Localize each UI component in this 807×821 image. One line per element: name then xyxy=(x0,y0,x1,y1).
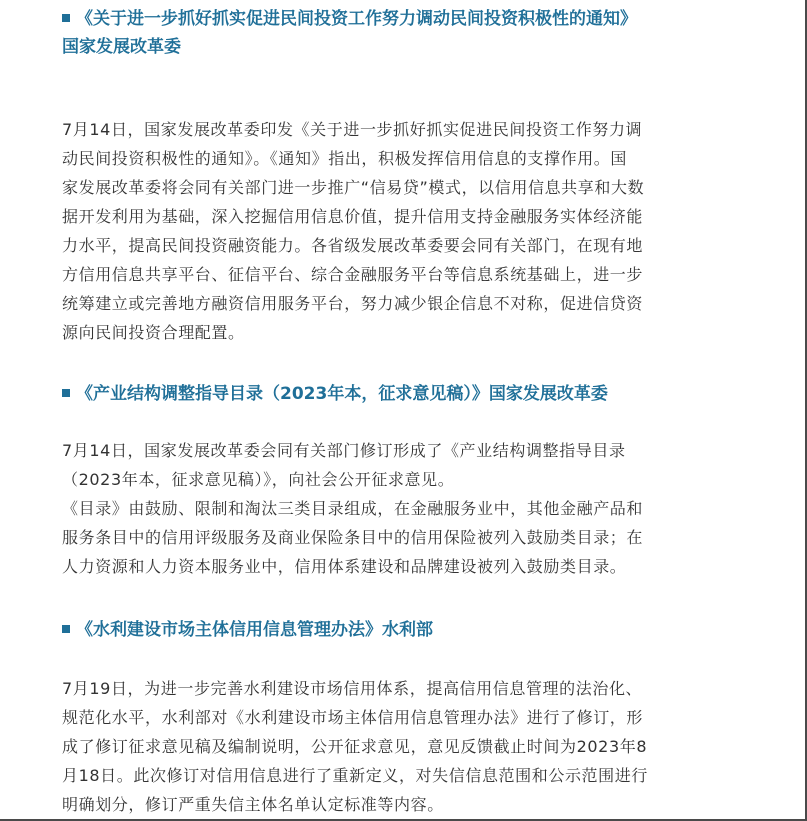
square-bullet-icon xyxy=(62,625,70,633)
paragraph-line: 7月19日，为进一步完善水利建设市场信用体系，提高信用信息管理的法治化、 xyxy=(62,679,643,698)
section-paragraph-investment-notice xyxy=(62,115,752,347)
paragraph-line: 《目录》由鼓励、限制和淘汰三类目录组成，在金融服务业中，其他金融产品和 xyxy=(62,499,644,518)
paragraph-line: 据开发利用为基础，深入挖掘信用信息价值，提升信用支持金融服务实体经济能 xyxy=(62,207,644,226)
paragraph-line: 统筹建立或完善地方融资信用服务平台，努力减少银企信息不对称，促进信贷资 xyxy=(62,294,644,313)
section-paragraph-industry-catalogue xyxy=(62,436,752,581)
paragraph-line: 7月14日，国家发展改革委印发《关于进一步抓好抓实促进民间投资工作努力调 xyxy=(62,120,643,139)
paragraph-line: 动民间投资积极性的通知》。《通知》指出，积极发挥信用信息的支撑作用。国 xyxy=(62,149,628,168)
paragraph-line: 力水平，提高民间投资融资能力。各省级发展改革委要会同有关部门，在现有地 xyxy=(62,236,644,255)
paragraph-line: 成了修订征求意见稿及编制说明，公开征求意见，意见反馈截止时间为2023年8 xyxy=(62,737,648,756)
paragraph-line: 明确划分，修订严重失信主体名单认定标准等内容。 xyxy=(62,795,444,814)
paragraph-line: 月18日。此次修订对信用信息进行了重新定义，对失信信息范围和公示范围进行 xyxy=(62,766,648,785)
section-paragraph-water-conservancy xyxy=(62,674,752,819)
heading-line: 《产业结构调整指导目录（2023年本，征求意见稿）》国家发展改革委 xyxy=(62,381,762,407)
paragraph-line: 服务条目中的信用评级服务及商业保险条目中的信用保险被列入鼓励类目录；在 xyxy=(62,528,644,547)
square-bullet-icon xyxy=(62,14,70,22)
paragraph-line: 7月14日，国家发展改革委会同有关部门修订形成了《产业结构调整指导目录 xyxy=(62,441,626,460)
paragraph-line: 人力资源和人力资本服务业中，信用体系建设和品牌建设被列入鼓励类目录。 xyxy=(62,557,627,576)
section-heading-water-conservancy xyxy=(62,617,762,643)
paragraph-line: 方信用信息共享平台、征信平台、综合金融服务平台等信息系统基础上，进一步 xyxy=(62,265,644,284)
paragraph-line: 家发展改革委将会同有关部门进一步推广“信易贷”模式，以信用信息共享和大数 xyxy=(62,178,645,197)
section-heading-investment-notice xyxy=(62,6,762,60)
heading-line: 《水利建设市场主体信用信息管理办法》水利部 xyxy=(62,617,762,643)
heading-line: 国家发展改革委 xyxy=(62,37,181,57)
section-heading-industry-catalogue xyxy=(62,381,762,407)
paragraph-line: 源向民间投资合理配置。 xyxy=(62,323,245,342)
paragraph-line: 规范化水平，水利部对《水利建设市场主体信用信息管理办法》进行了修订，形 xyxy=(62,708,644,727)
square-bullet-icon xyxy=(62,389,70,397)
paragraph-line: （2023年本，征求意见稿）》，向社会公开征求意见。 xyxy=(62,470,455,489)
heading-line: 《关于进一步抓好抓实促进民间投资工作努力调动民间投资积极性的通知》 xyxy=(62,6,762,32)
